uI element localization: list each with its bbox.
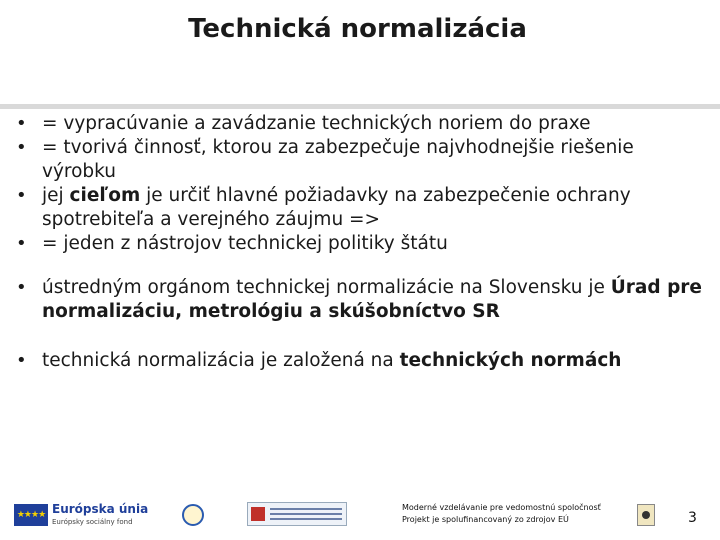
bullet-item: • = jeden z nástrojov technickej politiky štátu (14, 232, 710, 256)
title-divider (0, 104, 720, 109)
eu-flag-icon: ★★★★ (14, 504, 48, 526)
bullet-list (14, 112, 710, 373)
bullet-item: • = vypracúvanie a zavádzanie technických noriem do praxe (14, 112, 710, 136)
eu-subtitle: Európsky sociálny fond (52, 518, 133, 526)
project-info (402, 502, 601, 526)
bullet-item: • technická normalizácia je založená na technických normách (14, 349, 710, 373)
bullet-item: • jej cieľom je určiť hlavné požiadavky na zabezpečenie ochrany spotrebiteľa a verejného záujmu => (14, 184, 710, 232)
school-crest-icon (637, 504, 655, 526)
project-line-1: Moderné vzdelávanie pre vedomostnú spoločnosť (402, 503, 601, 512)
bullet-item: • ústredným orgánom technickej normalizácie na Slovensku je Úrad pre normalizáciu, metrológiu a skúšobníctvo SR (14, 276, 710, 324)
agency-logo-icon (247, 502, 347, 526)
slide-title: Technická normalizácia (188, 14, 527, 44)
eu-title: Európska únia (52, 502, 149, 516)
bullet-item: • = tvorivá činnosť, ktorou za zabezpečuje najvhodnejšie riešenie výrobku (14, 136, 710, 184)
ministry-logo-icon (182, 504, 204, 526)
footer (0, 494, 720, 540)
project-line-2: Projekt je spolufinancovaný zo zdrojov EÚ (402, 515, 569, 524)
page-number: 3 (688, 510, 697, 526)
